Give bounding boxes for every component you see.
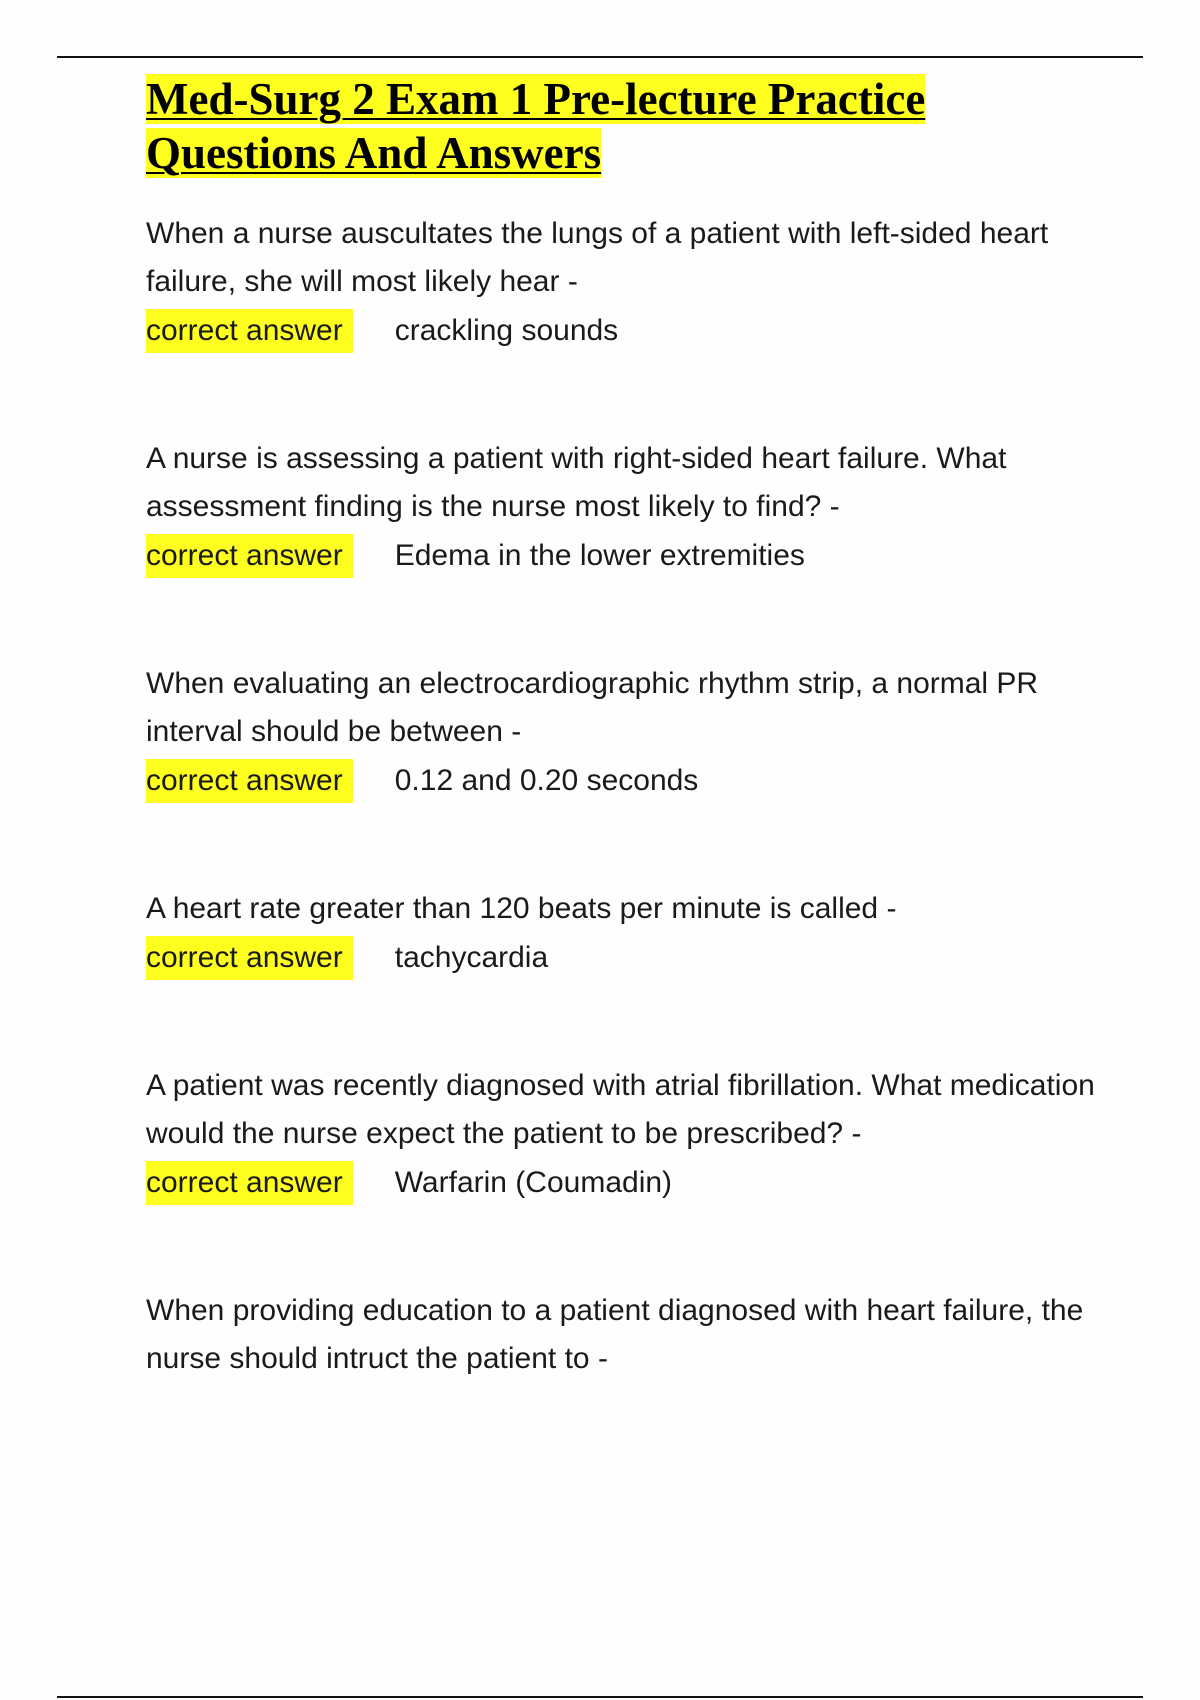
- qa-item: [146, 435, 1096, 581]
- answer-text: Warfarin (Coumadin): [394, 1166, 673, 1199]
- qa-item: [146, 1062, 1096, 1208]
- answer-text: crackling sounds: [394, 314, 619, 347]
- correct-answer-label: correct answer: [146, 309, 353, 353]
- answer-row: [146, 933, 1096, 983]
- qa-item: [146, 1287, 1096, 1383]
- footer-rule: [57, 1696, 1143, 1698]
- answer-text: 0.12 and 0.20 seconds: [394, 764, 699, 797]
- question-text: When providing education to a patient diagnosed with heart failure, the nurse should intruct the patient to -: [146, 1294, 1084, 1375]
- title-highlight: Med-Surg 2 Exam 1 Pre-lecture Practice Questions And Answers: [146, 74, 926, 178]
- correct-answer-label: correct answer: [146, 759, 353, 803]
- question-text: A heart rate greater than 120 beats per minute is called -: [146, 892, 897, 925]
- answer-row: [146, 756, 1096, 806]
- header-rule: [57, 56, 1143, 58]
- document-title: [146, 72, 1096, 180]
- correct-answer-label: correct answer: [146, 534, 353, 578]
- question-text: A patient was recently diagnosed with atrial fibrillation. What medication would the nurse expect the patient to be prescribed? -: [146, 1069, 1095, 1150]
- answer-text: Edema in the lower extremities: [394, 539, 805, 572]
- qa-list: [146, 210, 1096, 1383]
- answer-row: [146, 306, 1096, 356]
- qa-item: [146, 210, 1096, 356]
- qa-item: [146, 885, 1096, 983]
- qa-item: [146, 660, 1096, 806]
- answer-row: [146, 1158, 1096, 1208]
- question-text: When a nurse auscultates the lungs of a patient with left-sided heart failure, she will most likely hear -: [146, 217, 1049, 298]
- question-text: A nurse is assessing a patient with right-sided heart failure. What assessment finding is the nurse most likely to find? -: [146, 442, 1007, 523]
- answer-text: tachycardia: [394, 941, 549, 974]
- document-content: [146, 72, 1096, 1383]
- answer-row: [146, 531, 1096, 581]
- question-text: When evaluating an electrocardiographic rhythm strip, a normal PR interval should be between -: [146, 667, 1039, 748]
- correct-answer-label: correct answer: [146, 936, 353, 980]
- correct-answer-label: correct answer: [146, 1161, 353, 1205]
